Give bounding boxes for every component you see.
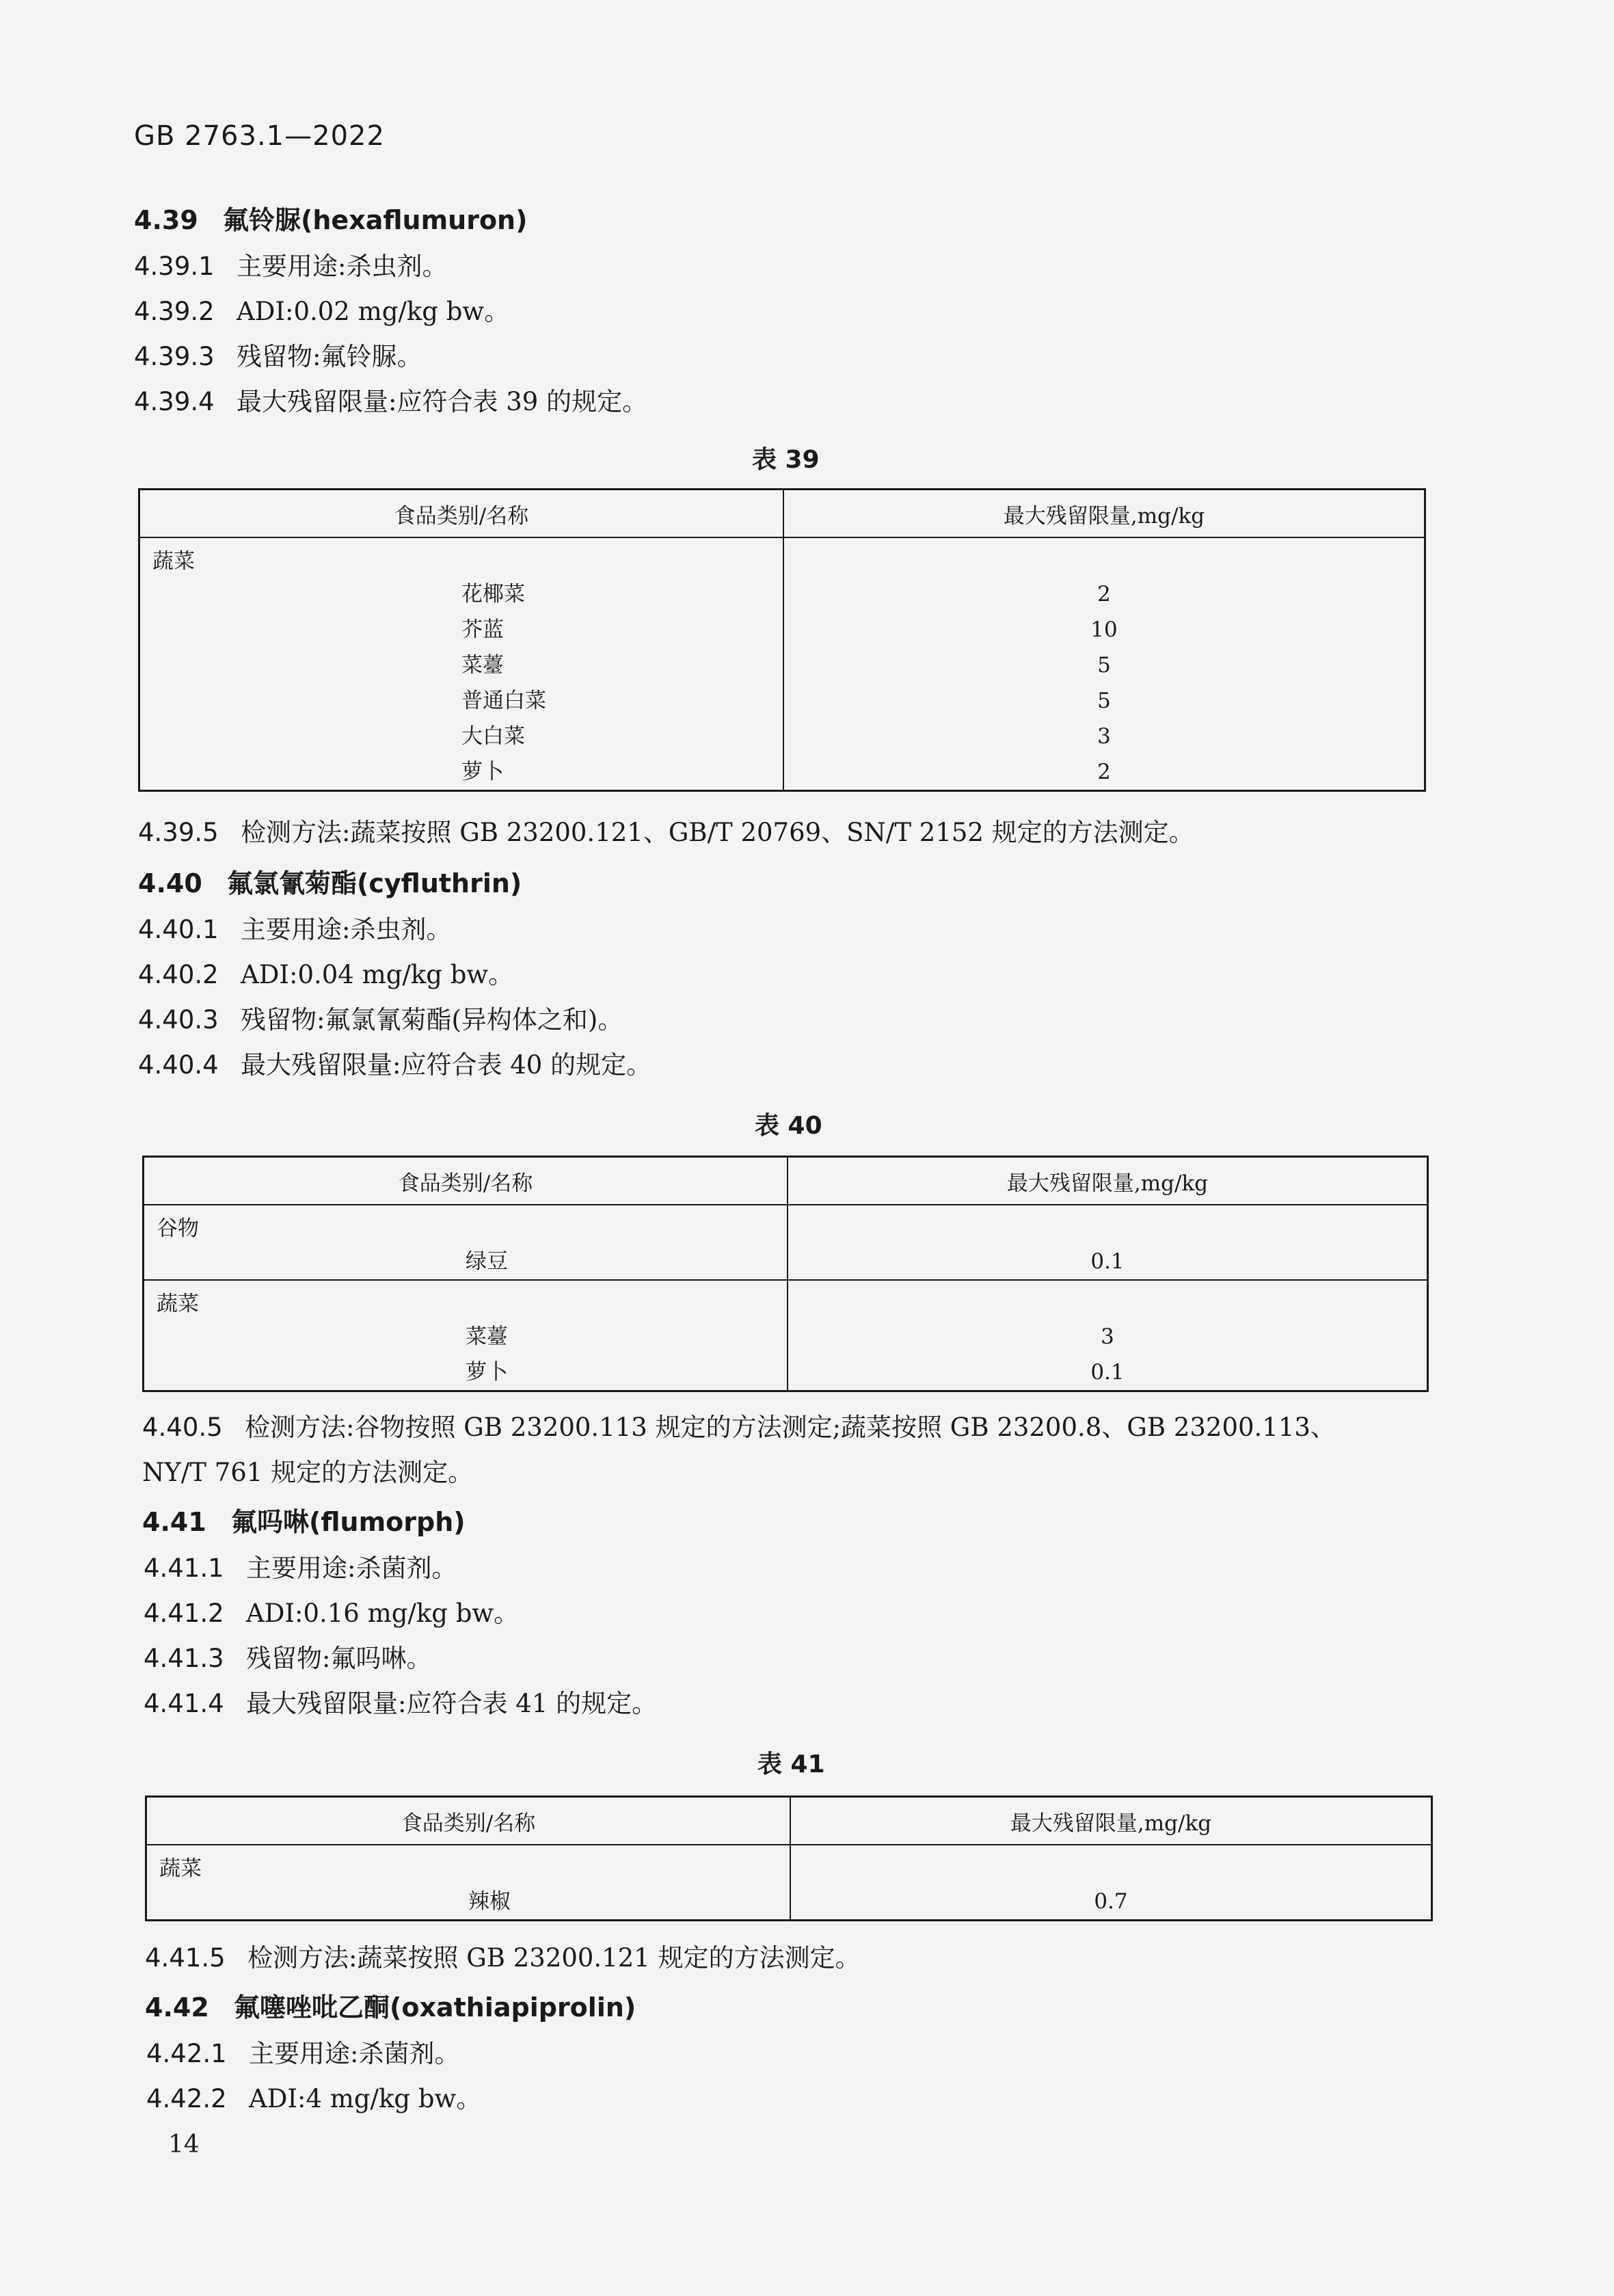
clause-4-40-2: 4.40.2 ADI:0.04 mg/kg bw。: [138, 960, 514, 989]
section-4-42-title: 4.42 氟噻唑吡乙酮(oxathiapiprolin): [145, 1992, 636, 2023]
clause-4-39-1: 4.39.1 主要用途:杀虫剂。: [134, 252, 448, 281]
table-header-mrl: 最大残留限量,mg/kg: [790, 1797, 1432, 1845]
mrl-value: 0.1: [1090, 1249, 1125, 1274]
clause-4-39-4: 4.39.4 最大残留限量:应符合表 39 的规定。: [134, 387, 648, 416]
table-header-mrl: 最大残留限量,mg/kg: [783, 490, 1425, 538]
food-item: 芥蓝: [461, 617, 504, 642]
category-label: 蔬菜: [159, 1856, 202, 1881]
table-cell-food: [144, 1205, 788, 1280]
table-41: [145, 1796, 1433, 1921]
food-item: 菜薹: [466, 1324, 508, 1349]
section-4-39-title: 4.39 氟铃脲(hexaflumuron): [134, 205, 528, 235]
clause-4-39-3: 4.39.3 残留物:氟铃脲。: [134, 342, 422, 371]
clause-4-41-1: 4.41.1 主要用途:杀菌剂。: [144, 1553, 457, 1583]
clause-4-39-2: 4.39.2 ADI:0.02 mg/kg bw。: [134, 297, 510, 326]
table-41-caption: 表 41: [757, 1750, 825, 1778]
mrl-value: 10: [1090, 617, 1118, 642]
table-cell-mrl: [783, 537, 1425, 791]
clause-4-42-2: 4.42.2 ADI:4 mg/kg bw。: [146, 2084, 482, 2113]
food-item: 花椰菜: [461, 582, 525, 606]
mrl-value: 3: [1101, 1324, 1114, 1349]
table-header-food: 食品类别/名称: [146, 1797, 791, 1845]
food-item: 菜薹: [461, 653, 504, 678]
food-item: 普通白菜: [461, 689, 546, 713]
category-label: 蔬菜: [157, 1292, 199, 1316]
page-number: 14: [168, 2131, 200, 2159]
section-4-40-title: 4.40 氟氯氰菊酯(cyfluthrin): [138, 868, 522, 898]
table-39-caption: 表 39: [752, 446, 820, 474]
table-header-mrl: 最大残留限量,mg/kg: [788, 1157, 1428, 1205]
mrl-value: 0.1: [1090, 1360, 1125, 1385]
category-label: 蔬菜: [152, 549, 195, 574]
table-cell-mrl: [790, 1845, 1432, 1921]
standard-number: GB 2763.1—2022: [134, 120, 385, 152]
mrl-value: 2: [1097, 582, 1111, 606]
clause-4-40-4: 4.40.4 最大残留限量:应符合表 40 的规定。: [138, 1050, 652, 1080]
table-header-food: 食品类别/名称: [139, 490, 784, 538]
clause-4-40-3: 4.40.3 残留物:氟氯氰菊酯(异构体之和)。: [138, 1005, 623, 1034]
category-label: 谷物: [157, 1216, 199, 1241]
clause-4-41-2: 4.41.2 ADI:0.16 mg/kg bw。: [144, 1599, 520, 1628]
table-40: [142, 1156, 1429, 1392]
mrl-value: 0.7: [1094, 1889, 1128, 1914]
food-item: 萝卜: [466, 1360, 508, 1385]
food-item: 绿豆: [466, 1249, 508, 1274]
food-item: 辣椒: [468, 1889, 511, 1914]
table-cell-mrl: [788, 1205, 1428, 1280]
section-4-41-title: 4.41 氟吗啉(flumorph): [142, 1507, 466, 1537]
food-item: 大白菜: [461, 724, 525, 749]
mrl-value: 5: [1097, 689, 1111, 713]
clause-4-41-5: 4.41.5 检测方法:蔬菜按照 GB 23200.121 规定的方法测定。: [145, 1943, 861, 1973]
clause-4-40-5-cont: NY/T 761 规定的方法测定。: [142, 1458, 474, 1487]
clause-4-40-1: 4.40.1 主要用途:杀虫剂。: [138, 915, 452, 944]
clause-4-41-3: 4.41.3 残留物:氟吗啉。: [144, 1644, 432, 1673]
clause-4-40-5: 4.40.5 检测方法:谷物按照 GB 23200.113 规定的方法测定;蔬菜按照 GB 23200.8、GB 23200.113、: [142, 1413, 1336, 1442]
clause-4-39-5: 4.39.5 检测方法:蔬菜按照 GB 23200.121、GB/T 20769、SN/T 2152 规定的方法测定。: [138, 818, 1194, 847]
table-39: [138, 488, 1426, 792]
table-cell-mrl: [788, 1280, 1428, 1391]
table-header-food: 食品类别/名称: [144, 1157, 788, 1205]
clause-4-42-1: 4.42.1 主要用途:杀菌剂。: [146, 2039, 460, 2068]
clause-4-41-4: 4.41.4 最大残留限量:应符合表 41 的规定。: [144, 1689, 658, 1718]
table-40-caption: 表 40: [755, 1112, 822, 1140]
food-item: 萝卜: [461, 760, 504, 784]
table-cell-food: [146, 1845, 791, 1921]
mrl-value: 2: [1097, 760, 1111, 784]
mrl-value: 5: [1097, 653, 1111, 678]
mrl-value: 3: [1097, 724, 1111, 749]
table-cell-food: [144, 1280, 788, 1391]
table-cell-food: [139, 537, 784, 791]
